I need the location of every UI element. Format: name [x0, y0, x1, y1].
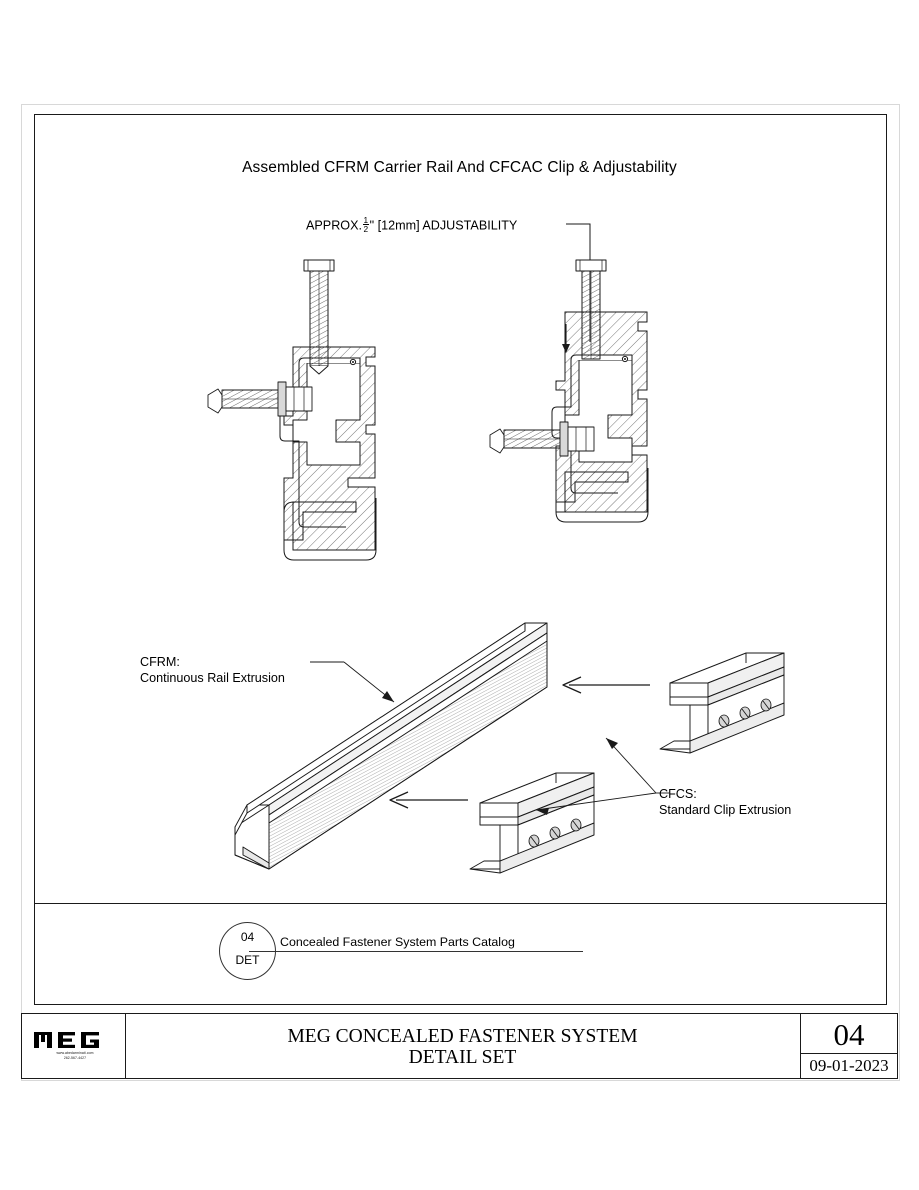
title-block-divider-sheet: [800, 1053, 898, 1054]
adjustability-annotation: [306, 216, 517, 234]
detail-callout-type: DET: [235, 953, 260, 967]
fraction-denominator: 2: [363, 224, 369, 235]
assembly-arrow-upper: [555, 672, 655, 698]
label-cfcs-line1: CFCS:: [659, 787, 697, 801]
adjustability-suffix: " [12mm] ADJUSTABILITY: [369, 218, 518, 233]
page-title: Assembled CFRM Carrier Rail And CFCAC Clip & Adjustability: [242, 159, 677, 176]
meg-logo-mark: [33, 1029, 117, 1051]
drawing-area-divider: [34, 903, 887, 904]
title-block-sheet-number: 04: [833, 1017, 865, 1052]
cfrm-leader-line: [310, 658, 410, 708]
adjustability-prefix: APPROX.: [306, 218, 362, 233]
title-block-date: 09-01-2023: [809, 1056, 889, 1075]
label-cfrm: [140, 655, 285, 686]
assembly-arrow-lower: [382, 787, 472, 813]
project-title-line2: DETAIL SET: [408, 1047, 517, 1068]
meg-logo: [33, 1029, 117, 1067]
detail-callout-underline: [249, 951, 583, 952]
project-title-line1: MEG CONCEALED FASTENER SYSTEM: [287, 1026, 638, 1047]
cross-section-left-assembly: [200, 250, 430, 580]
meg-logo-url: www.abedarminati.com: [56, 1051, 94, 1055]
label-cfcs: [659, 787, 791, 818]
label-cfrm-line1: CFRM:: [140, 655, 180, 669]
isometric-clip-extrusion-upper: [650, 645, 800, 765]
label-cfrm-line2: Continuous Rail Extrusion: [140, 670, 285, 685]
cross-section-right-assembly-adjusted: [490, 250, 720, 580]
title-block-project-title: [125, 1026, 800, 1068]
detail-callout-number: 04: [240, 930, 255, 944]
meg-logo-phone: 262-567-4427: [63, 1055, 87, 1060]
fraction-numerator: 1: [363, 215, 369, 225]
cfcs-leader-lines: [530, 735, 670, 815]
fraction-one-half: [363, 216, 370, 234]
label-cfcs-line2: Standard Clip Extrusion: [659, 802, 792, 817]
detail-callout-title: Concealed Fastener System Parts Catalog: [280, 935, 515, 949]
